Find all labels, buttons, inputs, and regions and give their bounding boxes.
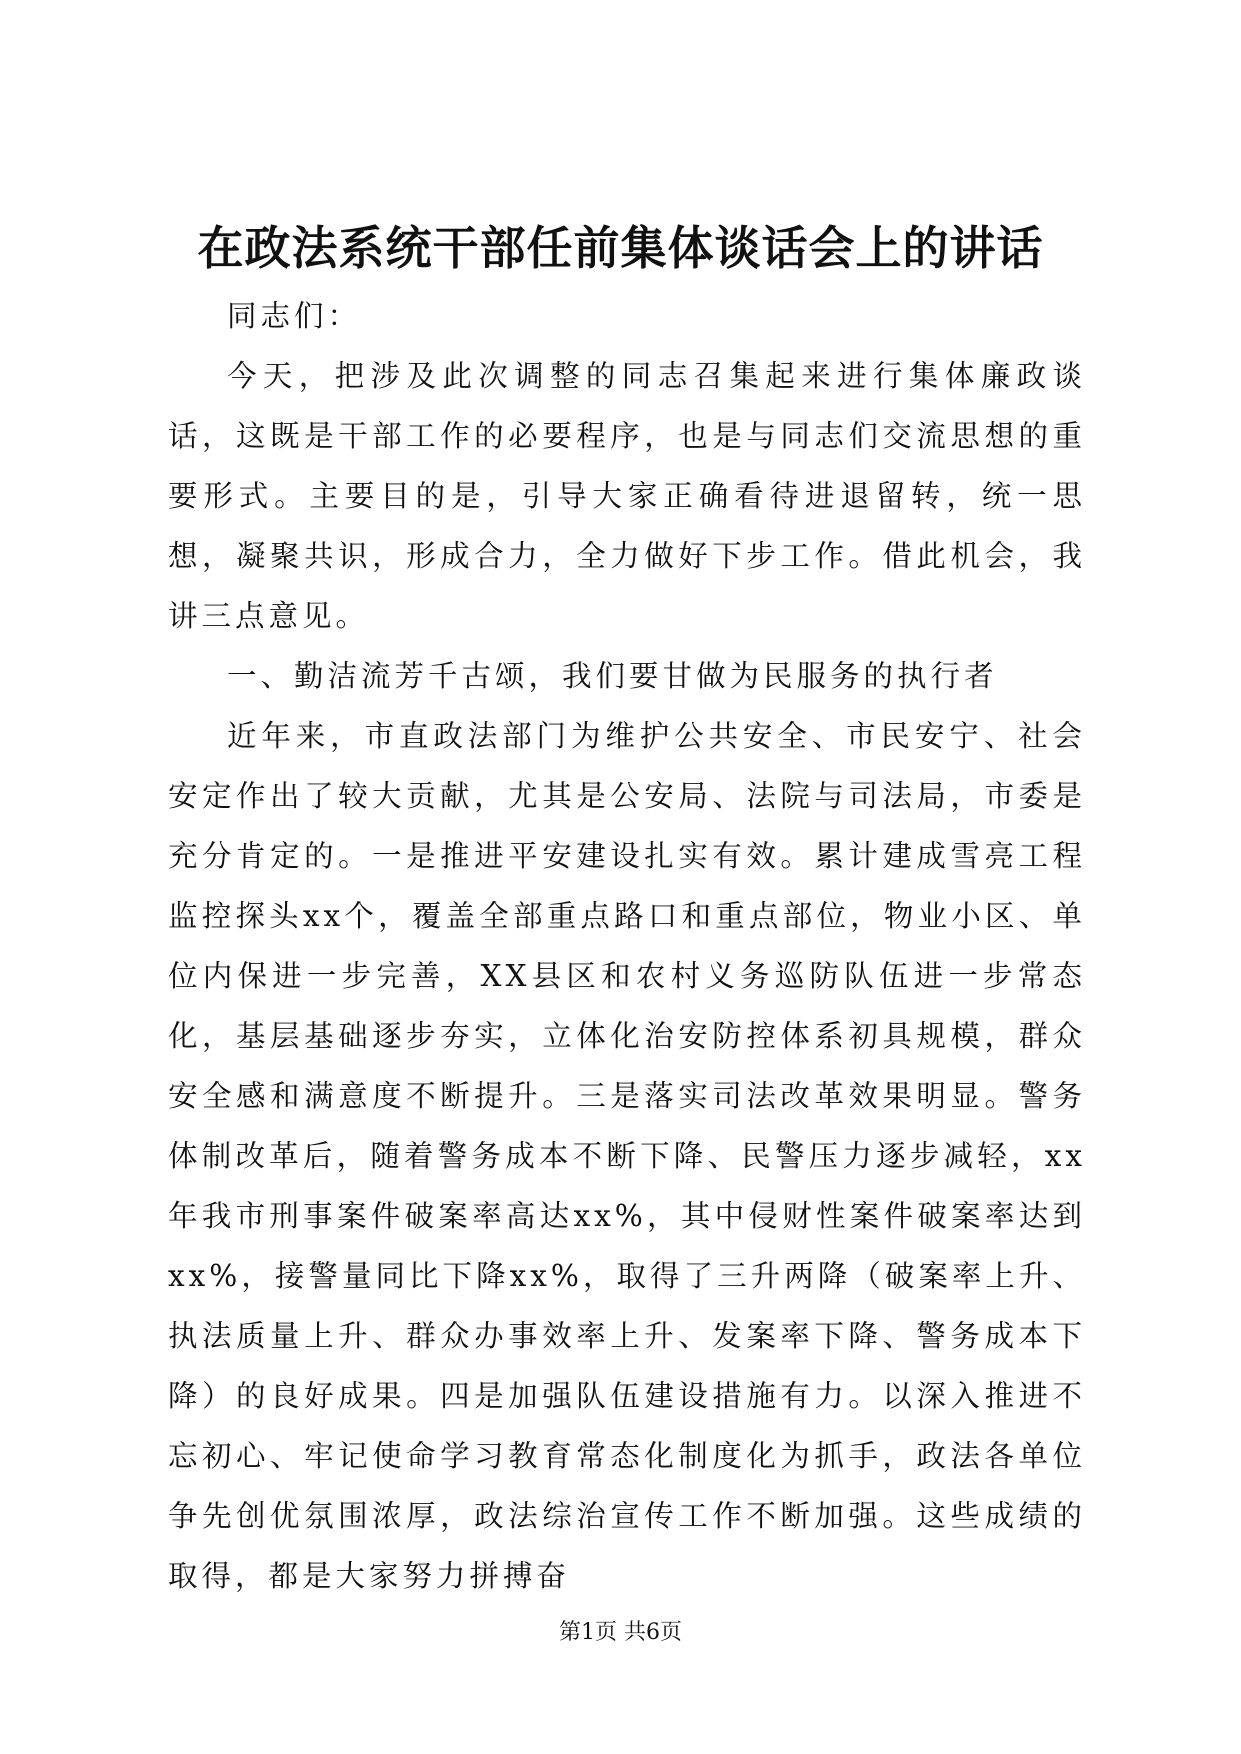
paragraph-intro: 今天，把涉及此次调整的同志召集起来进行集体廉政谈话，这既是干部工作的必要程序，也是与同志们交流思想的重要形式。主要目的是，引导大家正确看待进退留转，统一思想，凝聚共识，形成合力，全力做好下步工作。借此机会，我讲三点意见。 [168, 359, 1086, 633]
paragraph-achievements: 近年来，市直政法部门为维护公共安全、市民安宁、社会安定作出了较大贡献，尤其是公安局、法院与司法局，市委是充分肯定的。一是推进平安建设扎实有效。累计建成雪亮工程监控探头xx个，覆盖全部重点路口和重点部位，物业小区、单位内保进一步完善，XX县区和农村义务巡防队伍进一步常态化，基层基础逐步夯实，立体化治安防控体系初具规模，群众安全感和满意度不断提升。三是落实司法改革效果明显。警务体制改革后，随着警务成本不断下降、民警压力逐步减轻，xx年我市刑事案件破案率高达xx%，其中侵财性案件破案率达到xx%，接警量同比下降xx%，取得了三升两降（破案率上升、执法质量上升、群众办事效率上升、发案率下降、警务成本下降）的良好成果。四是加强队伍建设措施有力。以深入推进不忘初心、牢记使命学习教育常态化制度化为抓手，政法各单位争先创优氛围浓厚，政法综治宣传工作不断加强。这些成绩的取得，都是大家努力拼搏奋 [168, 719, 1086, 1593]
paragraph-salutation: 同志们： [227, 299, 362, 333]
page-footer: 第1页 共6页 [559, 1620, 682, 1645]
document-body [168, 286, 1086, 1606]
document-title: 在政法系统干部任前集体谈话会上的讲话 [197, 221, 1044, 275]
section-heading-1: 一、勤洁流芳千古颂，我们要甘做为民服务的执行者 [227, 659, 998, 693]
